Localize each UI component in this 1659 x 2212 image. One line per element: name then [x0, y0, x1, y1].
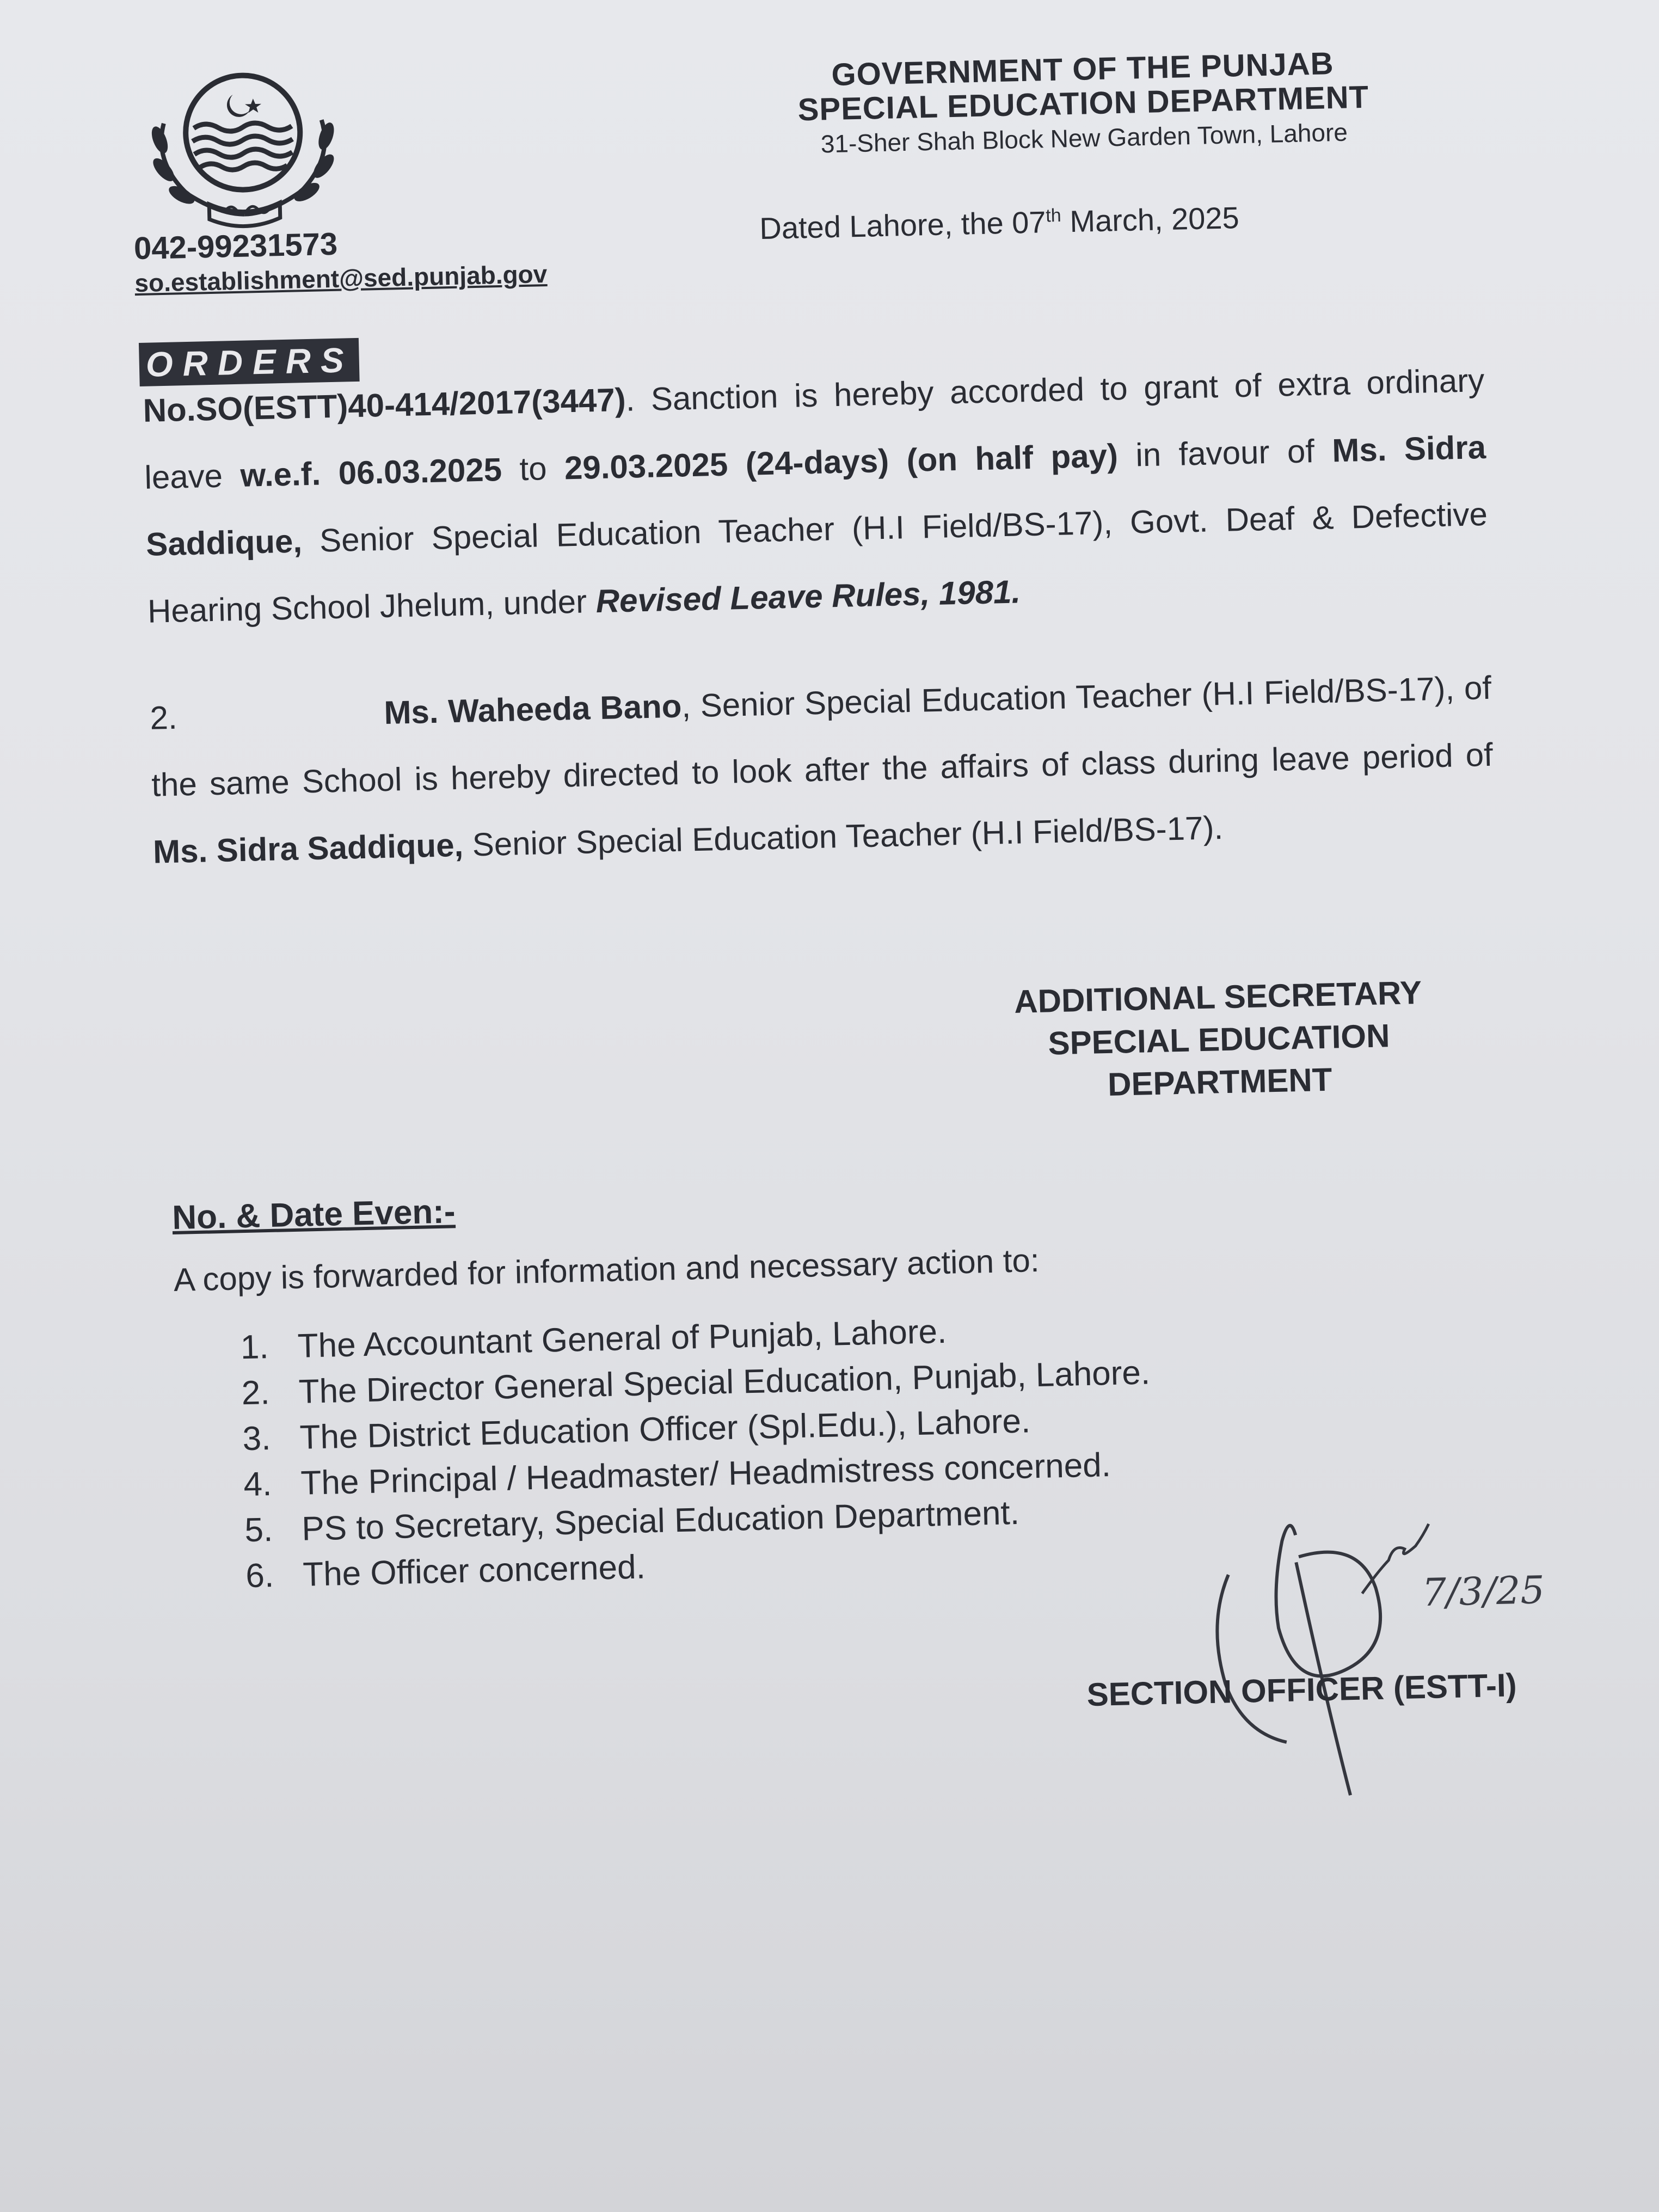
- phone-number: 042-99231573: [133, 226, 338, 267]
- signature-date: 7/3/25: [1421, 1568, 1545, 1615]
- department-title: SPECIAL EDUCATION DEPARTMENT: [797, 79, 1369, 128]
- list-item: 6. The Officer concerned.: [245, 1548, 646, 1595]
- list-item: 4. The Principal / Headmaster/ Headmistress concerned.: [243, 1446, 1111, 1504]
- department-address: 31-Sher Shah Block New Garden Town, Lahore: [820, 118, 1348, 158]
- endorsement-heading: No. & Date Even:-: [171, 1193, 456, 1237]
- endorsement-intro: A copy is forwarded for information and necessary action to:: [173, 1242, 1040, 1299]
- government-title: GOVERNMENT OF THE PUNJAB: [831, 46, 1335, 93]
- list-item: 3. The District Education Officer (Spl.Edu.), Lahore.: [242, 1402, 1031, 1458]
- signatory-designation: ADDITIONAL SECRETARY SPECIAL EDUCATION DEPARTMENT: [1013, 974, 1422, 1103]
- order-paragraph-2: 2. Ms. Waheeda Bano, Senior Special Education Teacher (H.I Field/BS-17), of the same School is hereby directed to look after the affairs of class during leave period of Ms. Sidra Saddique, Senior Special Education Teacher (H.I Field/BS-17).: [149, 669, 1494, 870]
- list-item: 2. The Director General Special Education, Punjab, Lahore.: [241, 1354, 1151, 1412]
- distribution-list: [240, 1304, 1155, 1599]
- employee-name: Ms. Sidra Saddique,: [145, 428, 1486, 563]
- list-item: 1. The Accountant General of Punjab, Lahore.: [240, 1312, 947, 1367]
- orders-heading: ORDERS: [139, 338, 360, 386]
- dated-line: Dated Lahore, the 07th March, 2025: [759, 200, 1240, 246]
- list-item: 5. PS to Secretary, Special Education Department.: [244, 1494, 1020, 1550]
- order-reference: No.SO(ESTT)40-414/2017(3447): [143, 381, 626, 429]
- leave-rules: Revised Leave Rules, 1981.: [595, 573, 1021, 620]
- punjab-emblem-icon: [141, 70, 346, 232]
- section-officer-designation: SECTION OFFICER (ESTT-I): [1086, 1667, 1517, 1713]
- substitute-name: Ms. Waheeda Bano: [383, 687, 683, 731]
- order-paragraph-1: No.SO(ESTT)40-414/2017(3447). Sanction is hereby accorded to grant of extra ordinary leave w.e.f. 06.03.2025 to 29.03.2025 (24-days) (on half pay) in favour of Ms. Sidra Saddique, Senior Special Education Teacher (H.I Field/BS-17), Govt. Deaf & Defective Hearing School Jhelum, under Revised Leave Rules, 1981.: [143, 361, 1488, 630]
- email-address: so.establishment@sed.punjab.gov: [134, 259, 548, 298]
